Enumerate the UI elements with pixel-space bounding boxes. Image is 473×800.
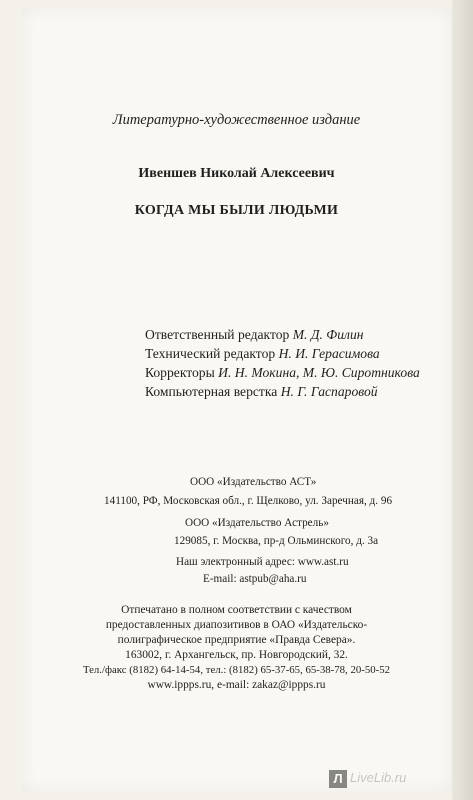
staff-role: Компьютерная верстка [145,384,278,399]
colophon-line: Тел./факс (8182) 64-14-54, тел.: (8182) 65-37-65, 65-38-78, 20-50-52 [82,664,391,676]
staff-name: И. Н. Мокина, М. Ю. Сиротникова [218,365,420,380]
publisher-ast-name: ООО «Издательство АСТ» [190,476,317,488]
colophon-line: Отпечатано в полном соответствии с качеством [121,604,352,616]
print-colophon [0,603,473,693]
staff-line [145,363,465,382]
email-address: E-mail: astpub@aha.ru [203,573,307,585]
publisher-astrel-address: 129085, г. Москва, пр-д Ольминского, д. 3а [174,535,379,547]
livelib-watermark: LiveLib.ru [350,770,407,785]
staff-role: Ответственный редактор [145,327,290,342]
livelib-logo-icon: Л [329,770,347,788]
staff-list [145,325,465,401]
book-title: КОГДА МЫ БЫЛИ ЛЮДЬМИ [134,203,339,218]
colophon-line: www.ippps.ru, e-mail: zakaz@ippps.ru [147,679,326,691]
publisher-astrel-name: ООО «Издательство Астрель» [185,517,329,529]
colophon-line: 163002, г. Архангельск, пр. Новгородский, 32. [125,649,348,661]
staff-role: Технический редактор [145,346,276,361]
staff-role: Корректоры [145,365,215,380]
staff-name: Н. Г. Гаспаровой [280,384,378,399]
colophon-line: полиграфическое предприятие «Правда Севера». [117,634,356,646]
staff-name: М. Д. Филин [292,327,364,342]
publisher-ast-address: 141100, РФ, Московская обл., г. Щелково, ул. Заречная, д. 96 [104,495,393,507]
colophon-line: предоставленных диапозитивов в ОАО «Издательско- [105,619,368,631]
staff-line [145,325,465,344]
staff-line [145,344,465,363]
staff-name: Н. И. Герасимова [278,346,380,361]
staff-line [145,382,465,401]
web-address: Наш электронный адрес: www.ast.ru [176,556,349,568]
edition-type: Литературно-художественное издание [112,112,361,128]
author-name: Ивеншев Николай Алексеевич [138,166,335,181]
